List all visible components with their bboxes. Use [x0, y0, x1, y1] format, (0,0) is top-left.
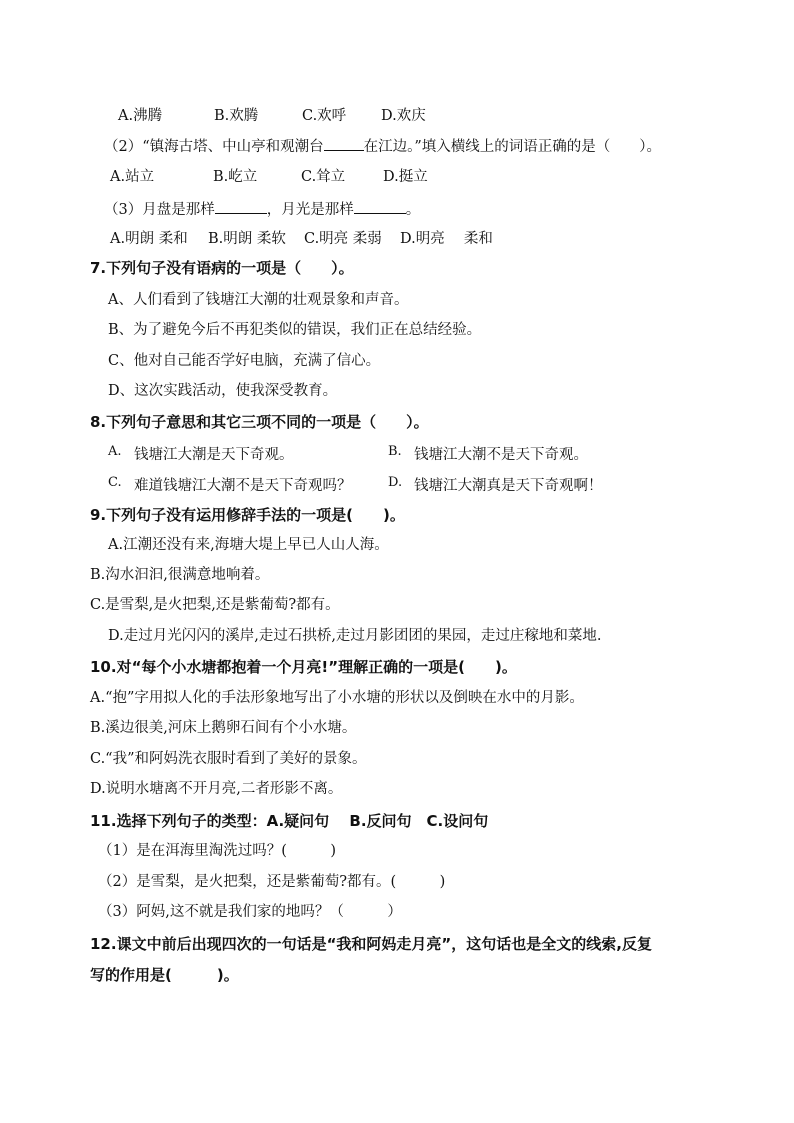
q8-option-d: [388, 473, 603, 496]
q6-p2-blank: [324, 136, 364, 151]
q10-option-b: B.溪边很美,河床上鹅卵石间有个小水塘。: [90, 720, 357, 736]
q8-option-b: [388, 442, 588, 465]
q11-item-3: （3）阿妈,这不就是我们家的地吗？（ ）: [98, 904, 402, 920]
q7-option-a: A、人们看到了钱塘江大潮的壮观景象和声音。: [108, 292, 409, 308]
q6-p3-text-b: ，月光是那样: [266, 202, 354, 218]
q9-option-b: B.沟水汩汩,很满意地响着。: [90, 567, 270, 583]
q6-p3-option-b: B.明朗 柔软: [208, 231, 286, 247]
q10-option-c: C.“我”和阿妈洗衣服时看到了美好的景象。: [90, 751, 367, 767]
q12-title-line1: 12.课文中前后出现四次的一句话是“我和阿妈走月亮”，这句话也是全文的线索,反复: [90, 935, 652, 953]
q6-part1-options: [118, 106, 426, 126]
q8-option-c-letter: C.: [108, 475, 122, 490]
q6-p1-option-d: D.欢庆: [381, 108, 426, 124]
q6-p3-option-c: C.明亮 柔弱: [304, 231, 382, 247]
q8-title: 8.下列句子意思和其它三项不同的一项是（ ）。: [90, 413, 429, 431]
q11-item-1: （1）是在洱海里淘洗过吗？( ): [98, 843, 337, 859]
q10-option-a: A.“抱”字用拟人化的手法形象地写出了小水塘的形状以及倒映在水中的月影。: [90, 690, 584, 706]
q9-option-d: D.走过月光闪闪的溪岸,走过石拱桥,走过月影团团的果园，走过庄稼地和菜地.: [108, 628, 602, 644]
q6-p3-blank-2: [354, 199, 406, 214]
q6-p3-text-c: 。: [405, 202, 421, 218]
q10-title: 10.对“每个小水塘都抱着一个月亮!”理解正确的一项是( )。: [90, 658, 517, 676]
q8-option-c-text: 难道钱塘江大潮不是天下奇观吗？: [134, 478, 352, 494]
q12-title-line2: 写的作用是( )。: [90, 966, 239, 984]
q8-option-b-letter: B.: [388, 444, 402, 459]
q6-p3-option-d: D.明亮 柔和: [400, 231, 493, 247]
q7-title: 7.下列句子没有语病的一项是（ ）。: [90, 259, 354, 277]
q6-p1-option-c: C.欢呼: [302, 108, 347, 124]
q7-option-c: C、他对自己能否学好电脑，充满了信心。: [108, 353, 381, 369]
q6-p1-option-b: B.欢腾: [214, 108, 259, 124]
q6-p3-blank-1: [215, 199, 267, 214]
q6-part2-question: [104, 136, 661, 157]
q11-item-2: （2）是雪梨，是火把梨，还是紫葡萄?都有。( ): [98, 874, 446, 890]
q8-option-d-letter: D.: [388, 475, 403, 490]
q6-p3-option-a: A.明朗 柔和: [110, 231, 188, 247]
q6-p2-option-c: C.耸立: [301, 169, 346, 185]
q9-option-c: C.是雪梨,是火把梨,还是紫葡萄?都有。: [90, 597, 340, 613]
q6-part3-question: [104, 199, 420, 220]
q8-option-a-text: 钱塘江大潮是天下奇观。: [134, 447, 294, 463]
q9-title: 9.下列句子没有运用修辞手法的一项是( )。: [90, 506, 405, 524]
q6-p1-option-a: A.沸腾: [118, 108, 163, 124]
q7-option-b: B、为了避免今后不再犯类似的错误，我们正在总结经验。: [108, 322, 482, 338]
q10-option-d: D.说明水塘离不开月亮,二者形影不离。: [90, 781, 343, 797]
q6-p2-text-before: （2）“镇海古塔、中山亭和观潮台: [104, 139, 324, 155]
q11-title: 11.选择下列句子的类型：A.疑问句 B.反问句 C.设问句: [90, 812, 489, 830]
q6-part3-options: [110, 229, 493, 249]
q8-option-a-letter: A.: [108, 444, 122, 459]
q6-p3-text-a: （3）月盘是那样: [104, 202, 215, 218]
q7-option-d: D、这次实践活动，使我深受教育。: [108, 383, 338, 399]
q6-p2-option-a: A.站立: [110, 169, 155, 185]
q6-p2-option-d: D.挺立: [383, 169, 428, 185]
q8-option-b-text: 钱塘江大潮不是天下奇观。: [414, 447, 588, 463]
q8-option-d-text: 钱塘江大潮真是天下奇观啊！: [414, 478, 603, 494]
q6-part2-options: [110, 167, 428, 187]
q6-p2-option-b: B.屹立: [213, 169, 258, 185]
q8-option-c: [108, 473, 352, 496]
q8-option-a: [108, 442, 294, 465]
q6-p2-text-after: 在江边。”填入横线上的词语正确的是（ ）。: [363, 139, 662, 155]
q9-option-a: A.江潮还没有来,海塘大堤上早已人山人海。: [108, 537, 389, 553]
